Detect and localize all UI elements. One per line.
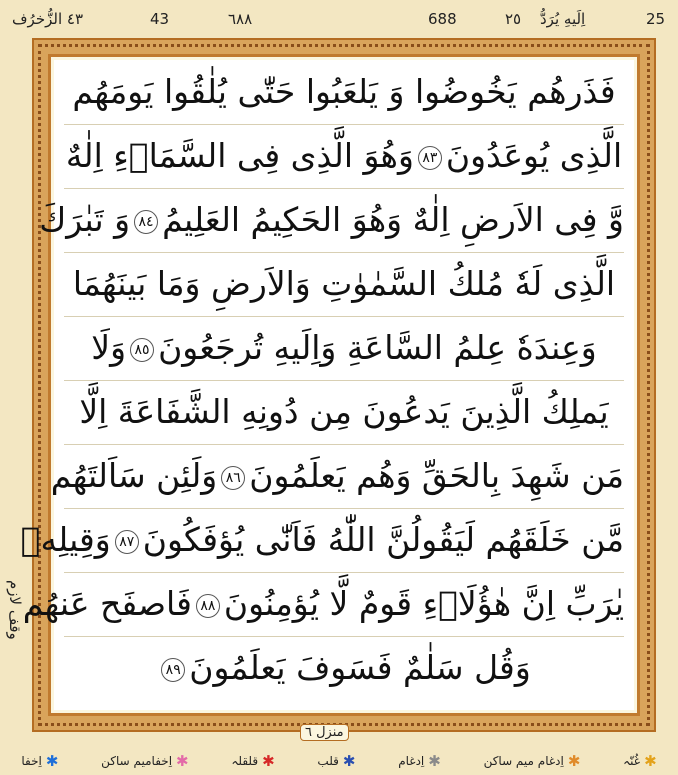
verse-text: وَهُوَ الَّذِى فِى السَّمَاۤءِ اِلٰهٌ bbox=[65, 136, 414, 175]
legend-item bbox=[484, 752, 581, 770]
legend-item bbox=[398, 752, 441, 770]
ayah-number-marker: ٨٤ bbox=[134, 210, 158, 234]
star-icon: ✱ bbox=[644, 752, 657, 770]
legend-label: قلقلہ bbox=[231, 754, 259, 768]
verse-line bbox=[64, 380, 624, 445]
page-arabic-number: ٦٨٨ bbox=[228, 10, 253, 28]
verse-line bbox=[64, 60, 624, 125]
juz-number: 25 bbox=[646, 10, 666, 28]
legend-item bbox=[317, 752, 355, 770]
ayah-number-marker: ٨٩ bbox=[161, 658, 185, 682]
verse-line bbox=[39, 188, 624, 253]
juz-arabic-number: ٢٥ bbox=[505, 10, 522, 28]
verse-text: وَعِندَهٗ عِلمُ السَّاعَةِ وَاِلَيهِ تُرجَعُونَ bbox=[158, 328, 597, 367]
verse-text: فَاصفَح عَنهُم bbox=[22, 584, 192, 623]
legend-item bbox=[231, 752, 274, 770]
star-icon: ✱ bbox=[342, 752, 356, 770]
verse-text: مَن شَهِدَ بِالحَقِّ وَهُم يَعلَمُونَ bbox=[249, 456, 624, 495]
ayah-number-marker: ٨٧ bbox=[115, 530, 139, 554]
verse-text: وَلَئِن سَاَلتَهُم bbox=[50, 456, 218, 495]
verse-text: فَذَرهُم يَخُوضُوا وَ يَلعَبُوا حَتّٰى يُلٰقُوا يَومَهُم bbox=[72, 72, 616, 111]
verse-line bbox=[64, 252, 624, 317]
legend-label: اِدغام میم ساکن bbox=[483, 754, 564, 768]
legend-label: اِخفامیم ساکن bbox=[101, 754, 173, 768]
ornamental-frame bbox=[20, 40, 654, 730]
verse-line bbox=[64, 636, 624, 700]
tajweed-legend bbox=[0, 748, 678, 774]
star-icon: ✱ bbox=[262, 752, 275, 770]
verse-text: مَّن خَلَقَهُم لَيَقُولُنَّ اللّٰهُ فَاَنّٰى يُؤفَكُونَ bbox=[142, 520, 624, 559]
star-icon: ✱ bbox=[45, 752, 59, 770]
verse-line bbox=[64, 316, 624, 381]
verse-text: الَّذِى لَهٗ مُلكُ السَّمٰوٰتِ وَالاَرضِ وَمَا بَينَهُمَا bbox=[72, 264, 616, 303]
star-icon: ✱ bbox=[567, 752, 581, 770]
verse-text: وَقُل سَلٰمٌ فَسَوفَ يَعلَمُونَ bbox=[189, 648, 531, 687]
ayah-number-marker: ٨٨ bbox=[196, 594, 220, 618]
surah-number: 43 bbox=[150, 10, 170, 28]
surah-name: الزُّخرُف bbox=[12, 10, 63, 28]
legend-label: اِخفا bbox=[21, 754, 42, 768]
legend-item bbox=[101, 752, 188, 770]
verse-text: وَلَا bbox=[91, 328, 127, 367]
star-icon: ✱ bbox=[176, 752, 189, 770]
legend-label: غُنّہ bbox=[623, 754, 641, 768]
page-number: 688 bbox=[428, 10, 457, 28]
verse-text: وَّ فِى الاَرضِ اِلٰهٌ وَهُوَ الحَكِيمُ العَلِيمُ bbox=[162, 200, 624, 239]
juz-name: اِلَيهِ يُرَدُّ bbox=[540, 10, 586, 28]
legend-label: اِدغام bbox=[398, 754, 425, 768]
verse-line bbox=[20, 508, 624, 573]
legend-label: قلب bbox=[317, 754, 339, 768]
ayah-number-marker: ٨٣ bbox=[418, 146, 442, 170]
page-header bbox=[0, 0, 678, 40]
verse-line bbox=[50, 444, 624, 509]
legend-item bbox=[623, 752, 657, 770]
verse-text: وَ تَبٰرَكَ bbox=[39, 200, 131, 239]
star-icon: ✱ bbox=[428, 752, 441, 770]
legend-item bbox=[21, 752, 58, 770]
ayah-number-marker: ٨٦ bbox=[221, 466, 245, 490]
waqf-note: وقف لازم bbox=[6, 580, 24, 640]
quran-text-page bbox=[20, 60, 634, 710]
surah-arabic-number: ٤٣ bbox=[66, 10, 84, 28]
verse-line bbox=[64, 124, 624, 189]
verse-text: الَّذِى يُوعَدُونَ bbox=[445, 136, 623, 175]
verse-text: يَملِكُ الَّذِينَ يَدعُونَ مِن دُونِهِ الشَّفَاعَةَ اِلَّا bbox=[79, 392, 609, 431]
verse-text: وَقِيلِهٖ bbox=[20, 520, 111, 559]
verse-line bbox=[22, 572, 624, 637]
ayah-number-marker: ٨٥ bbox=[130, 338, 154, 362]
surah-label bbox=[6, 10, 83, 28]
manzil-label: منزل ٦ bbox=[300, 724, 349, 741]
verse-text: يٰرَبِّ اِنَّ هٰؤُلَاۤءِ قَومٌ لَّا يُؤمِنُونَ bbox=[223, 584, 624, 623]
